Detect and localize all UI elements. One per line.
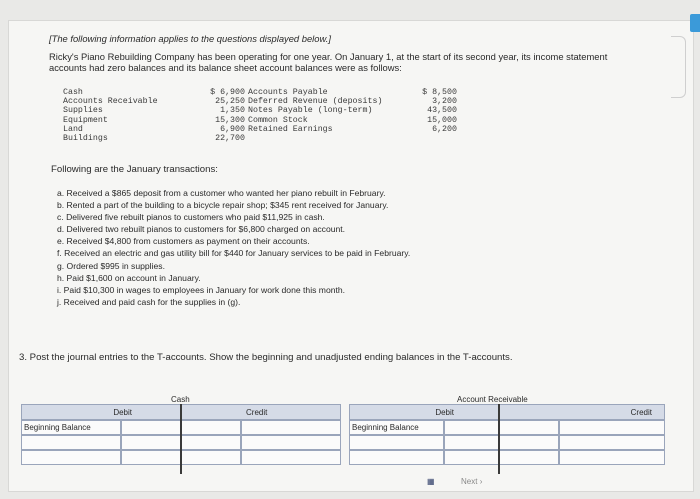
transaction-item: h. Paid $1,600 on account in January. [57, 272, 201, 283]
chevron-right-icon: › [479, 477, 483, 486]
account-name: Accounts Receivable [63, 97, 158, 107]
transactions-heading: Following are the January transactions: [51, 164, 218, 175]
beginning-balance-label: Beginning Balance [352, 423, 419, 432]
debit-header [21, 404, 181, 420]
t-account-accounts-receivable [349, 395, 665, 477]
account-value: 25,250 [215, 97, 245, 107]
debit-amount-input[interactable] [444, 435, 499, 450]
account-name: Buildings [63, 134, 108, 144]
transaction-item: i. Paid $10,300 in wages to employees in January for work done this month. [57, 284, 346, 295]
transaction-item: d. Delivered two rebuilt pianos to customers for $6,800 charged on account. [57, 224, 346, 235]
beginning-balance-label-cell [21, 420, 121, 435]
credit-header [181, 404, 341, 420]
t-account-divider [180, 404, 182, 474]
debit-amount-input[interactable] [121, 450, 181, 465]
credit-amount-input[interactable] [241, 435, 341, 450]
debit-amount-input[interactable] [444, 450, 499, 465]
account-name: Land [63, 124, 83, 134]
balance-sheet-list [63, 88, 463, 148]
credit-amount-input[interactable] [559, 435, 665, 450]
credit-amount-input[interactable] [559, 450, 665, 465]
credit-label-input[interactable] [499, 450, 559, 465]
account-value: $ 6,900 [210, 88, 245, 97]
question-3: 3. Post the journal entries to the T-accounts. Show the beginning and unadjusted ending balances in the T-accounts. [19, 352, 513, 363]
debit-label-input[interactable] [21, 450, 121, 465]
left-account-values [203, 88, 245, 143]
account-value: $ 8,500 [422, 88, 457, 97]
intro-note: [The following information applies to the questions displayed below.] [49, 33, 331, 44]
debit-label-input[interactable] [349, 450, 444, 465]
debit-label-input[interactable] [21, 435, 121, 450]
t-account-title: Cash [171, 395, 190, 404]
beginning-balance-label: Beginning Balance [24, 423, 91, 432]
debit-amount-input[interactable] [121, 435, 181, 450]
credit-amount-input[interactable] [559, 420, 665, 435]
debit-label: Debit [435, 408, 454, 417]
credit-amount-input[interactable] [241, 420, 341, 435]
credit-label-input[interactable] [181, 420, 241, 435]
side-bracket-decoration [671, 36, 686, 98]
credit-label: Credit [246, 408, 268, 417]
transaction-item: b. Rented a part of the building to a bicycle repair shop; $345 rent received for January. [57, 200, 389, 211]
left-account-names [63, 88, 158, 143]
account-value: 43,500 [427, 106, 457, 116]
transaction-item: e. Received $4,800 from customers as payment on their accounts. [57, 236, 310, 247]
account-name: Equipment [63, 115, 108, 125]
debit-amount-input[interactable] [444, 420, 499, 435]
account-name: Supplies [63, 106, 103, 116]
transaction-item: g. Ordered $995 in supplies. [57, 260, 165, 271]
account-name: Deferred Revenue (deposits) [248, 97, 383, 107]
credit-label: Credit [630, 408, 652, 417]
account-value: 22,700 [215, 134, 245, 144]
account-value: 3,200 [432, 97, 457, 107]
right-account-names [248, 88, 382, 134]
debit-label-input[interactable] [349, 435, 444, 450]
next-label: Next [461, 477, 478, 486]
credit-header [499, 404, 665, 420]
transactions-list [57, 187, 577, 308]
credit-label-input[interactable] [181, 435, 241, 450]
intro [49, 33, 609, 80]
debit-label: Debit [113, 408, 132, 417]
beginning-balance-label-cell [349, 420, 444, 435]
t-account-cash [21, 395, 341, 477]
credit-amount-input[interactable] [241, 450, 341, 465]
transaction-item: j. Received and paid cash for the supplies in (g). [57, 296, 241, 307]
t-account-title: Account Receivable [457, 395, 528, 404]
transaction-item: f. Received an electric and gas utility bill for $440 for January services to be paid in February. [57, 248, 411, 259]
account-value: 15,000 [427, 115, 457, 125]
account-value: 15,300 [215, 115, 245, 125]
debit-header [349, 404, 499, 420]
account-value: 6,200 [432, 124, 457, 134]
account-name: Notes Payable (long-term) [248, 106, 373, 116]
account-name: Retained Earnings [248, 124, 333, 134]
document-page [8, 20, 694, 492]
account-value: 6,900 [220, 124, 245, 134]
transaction-item: c. Delivered five rebuilt pianos to customers who paid $11,925 in cash. [57, 212, 325, 223]
credit-label-input[interactable] [499, 435, 559, 450]
account-value: 1,350 [220, 106, 245, 116]
right-account-values [403, 88, 457, 134]
t-account-divider [498, 404, 500, 474]
credit-label-input[interactable] [181, 450, 241, 465]
account-name: Common Stock [248, 115, 308, 125]
transaction-item: a. Received a $865 deposit from a customer who wanted her piano rebuilt in February. [57, 188, 386, 198]
credit-label-input[interactable] [499, 420, 559, 435]
side-panel-tab[interactable] [690, 14, 700, 32]
account-name: Cash [63, 88, 83, 97]
debit-amount-input[interactable] [121, 420, 181, 435]
grid-icon[interactable]: ▦ [427, 477, 435, 486]
intro-paragraph: Ricky's Piano Rebuilding Company has been operating for one year. On January 1, at the start of its second year, its income statement accounts had zero balances and its balance sheet account balances were as follows: [49, 50, 608, 73]
account-name: Accounts Payable [248, 88, 328, 97]
next-button[interactable] [461, 477, 482, 486]
